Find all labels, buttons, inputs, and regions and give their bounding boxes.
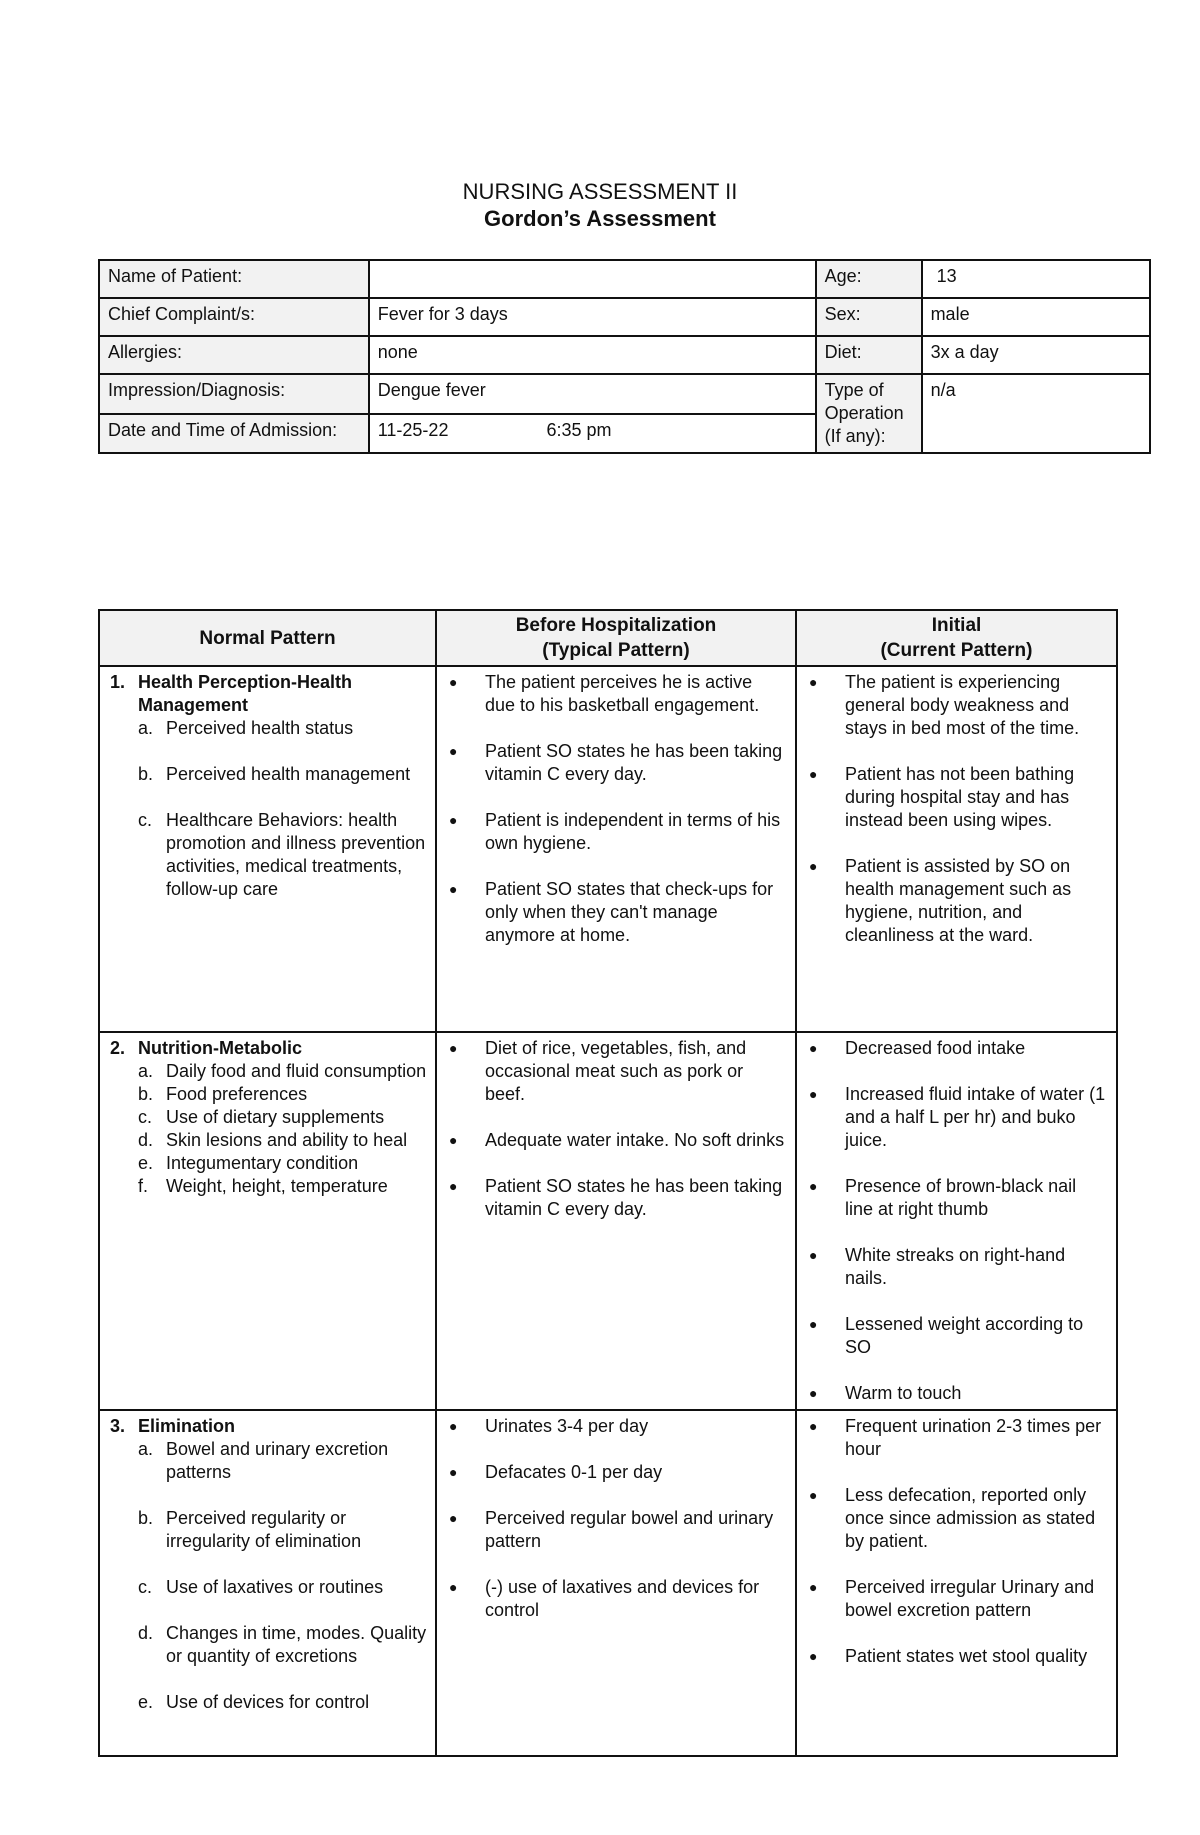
- subitem-text: Bowel and urinary excretion patterns: [166, 1439, 389, 1482]
- header-initial-line2: (Current Pattern): [880, 640, 1033, 661]
- bullet-text: Patient is assisted by SO on health management such as hygiene, nutrition, and cleanliness at the ward.: [845, 856, 1072, 945]
- bullet-icon: ●: [809, 1316, 818, 1332]
- bullet-text: Perceived irregular Urinary and bowel excretion pattern: [845, 1577, 1095, 1620]
- subitem-text: Use of laxatives or routines: [166, 1577, 384, 1597]
- subitem-text: Healthcare Behaviors: health promotion and illness prevention activities, medical treatments, follow-up care: [166, 810, 426, 899]
- current-pattern-cell: [796, 666, 1117, 1032]
- name-label: Name of Patient:: [99, 260, 369, 298]
- diet-label: Diet:: [816, 336, 922, 374]
- list-item: [807, 1415, 1108, 1461]
- list-item: [447, 1175, 787, 1221]
- bullet-text: Decreased food intake: [845, 1038, 1026, 1058]
- subitem-letter: f.: [138, 1176, 149, 1196]
- section-heading: [110, 1037, 427, 1060]
- header-initial: [796, 610, 1117, 666]
- section-number: 3.: [110, 1416, 126, 1436]
- subitem-text: Use of dietary supplements: [166, 1107, 385, 1127]
- list-item: [138, 1060, 427, 1083]
- subitem-letter: b.: [138, 764, 154, 784]
- bullet-list: [447, 1415, 787, 1622]
- section-number: 1.: [110, 672, 126, 692]
- bullet-text: Presence of brown-black nail line at right thumb: [845, 1176, 1077, 1219]
- header-initial-line1: Initial: [931, 615, 982, 636]
- subitem-letter: e.: [138, 1692, 154, 1712]
- bullet-icon: ●: [809, 1247, 818, 1263]
- section-heading: [110, 671, 427, 717]
- subitem-letter: b.: [138, 1508, 154, 1528]
- list-item: [807, 1645, 1108, 1668]
- subitem-list: [110, 717, 427, 901]
- header-normal-pattern: Normal Pattern: [99, 610, 436, 666]
- list-item: [807, 1382, 1108, 1405]
- bullet-icon: ●: [809, 858, 818, 874]
- list-item: [138, 1691, 427, 1714]
- list-item: [138, 1106, 427, 1129]
- subitem-text: Weight, height, temperature: [166, 1176, 388, 1196]
- bullet-text: Patient SO states that check-ups for only when they can't manage anymore at home.: [485, 879, 774, 945]
- subitem-letter: c.: [138, 1107, 153, 1127]
- list-item: [447, 809, 787, 855]
- bullet-icon: ●: [449, 1510, 458, 1526]
- list-item: [807, 763, 1108, 832]
- section-title: Elimination: [138, 1416, 236, 1436]
- bullet-icon: ●: [449, 1132, 458, 1148]
- section-number: 2.: [110, 1038, 126, 1058]
- gordon-assessment-table: [98, 609, 1118, 1757]
- operation-label: Type of Operation (If any):: [816, 374, 922, 453]
- current-pattern-cell: [796, 1410, 1117, 1756]
- age-label: Age:: [816, 260, 922, 298]
- list-item: [138, 763, 427, 786]
- subitem-text: Integumentary condition: [166, 1153, 359, 1173]
- bullet-icon: ●: [809, 1487, 818, 1503]
- bullet-icon: ●: [449, 881, 458, 897]
- bullet-icon: ●: [809, 1579, 818, 1595]
- bullet-icon: ●: [449, 1418, 458, 1434]
- subitem-letter: c.: [138, 810, 153, 830]
- allergies-label: Allergies:: [99, 336, 369, 374]
- subitem-text: Use of devices for control: [166, 1692, 370, 1712]
- section-title: Health Perception-Health Management: [138, 672, 353, 715]
- list-item: [447, 740, 787, 786]
- bullet-text: Frequent urination 2-3 times per hour: [845, 1416, 1102, 1459]
- subitem-text: Perceived health management: [166, 764, 411, 784]
- document-title-block: [0, 178, 1200, 232]
- list-item: [807, 1175, 1108, 1221]
- normal-pattern-cell: [99, 1032, 436, 1410]
- subitem-letter: a.: [138, 1439, 154, 1459]
- chief-complaint-value: Fever for 3 days: [369, 298, 816, 336]
- bullet-text: Perceived regular bowel and urinary pattern: [485, 1508, 774, 1551]
- subitem-letter: a.: [138, 1061, 154, 1081]
- section-title: Nutrition-Metabolic: [138, 1038, 302, 1058]
- subitem-letter: b.: [138, 1084, 154, 1104]
- list-item: [447, 1129, 787, 1152]
- bullet-list: [447, 671, 787, 947]
- list-item: [447, 1461, 787, 1484]
- document-title: NURSING ASSESSMENT II: [462, 179, 738, 204]
- subitem-list: [110, 1060, 427, 1198]
- bullet-icon: ●: [449, 812, 458, 828]
- subitem-text: Daily food and fluid consumption: [166, 1061, 427, 1081]
- bullet-list: [447, 1037, 787, 1221]
- bullet-text: The patient perceives he is active due to his basketball engagement.: [485, 672, 760, 715]
- subitem-letter: d.: [138, 1623, 154, 1643]
- list-item: [807, 855, 1108, 947]
- header-before-hospitalization: [436, 610, 796, 666]
- bullet-text: Patient is independent in terms of his own hygiene.: [485, 810, 781, 853]
- subitem-letter: e.: [138, 1153, 154, 1173]
- patient-info-table: [98, 259, 1151, 454]
- list-item: [138, 1175, 427, 1198]
- before-hospitalization-cell: [436, 666, 796, 1032]
- bullet-text: Patient states wet stool quality: [845, 1646, 1088, 1666]
- normal-pattern-cell: [99, 1410, 436, 1756]
- bullet-text: Less defecation, reported only once since admission as stated by patient.: [845, 1485, 1096, 1551]
- list-item: [138, 1083, 427, 1106]
- current-pattern-cell: [796, 1032, 1117, 1410]
- section-heading: [110, 1415, 427, 1438]
- bullet-icon: ●: [809, 1648, 818, 1664]
- bullet-list: [807, 671, 1108, 947]
- admission-value: [369, 414, 816, 454]
- subitem-list: [110, 1438, 427, 1714]
- header-before-line1: Before Hospitalization: [515, 615, 717, 636]
- bullet-text: (-) use of laxatives and devices for control: [485, 1577, 760, 1620]
- impression-value: Dengue fever: [369, 374, 816, 414]
- list-item: [138, 1507, 427, 1553]
- bullet-text: Patient SO states he has been taking vitamin C every day.: [485, 1176, 783, 1219]
- list-item: [138, 1129, 427, 1152]
- document-subtitle: Gordon’s Assessment: [484, 206, 716, 231]
- list-item: [138, 1152, 427, 1175]
- list-item: [138, 1438, 427, 1484]
- list-item: [807, 1083, 1108, 1152]
- list-item: [807, 1576, 1108, 1622]
- bullet-text: Lessened weight according to SO: [845, 1314, 1084, 1357]
- age-value: 13: [922, 260, 1150, 298]
- impression-label: Impression/Diagnosis:: [99, 374, 369, 414]
- list-item: [807, 1037, 1108, 1060]
- list-item: [807, 671, 1108, 740]
- chief-complaint-label: Chief Complaint/s:: [99, 298, 369, 336]
- subitem-letter: d.: [138, 1130, 154, 1150]
- bullet-icon: ●: [809, 1385, 818, 1401]
- bullet-icon: ●: [809, 1086, 818, 1102]
- list-item: [138, 809, 427, 901]
- list-item: [138, 717, 427, 740]
- bullet-text: Urinates 3-4 per day: [485, 1416, 649, 1436]
- diet-value: 3x a day: [922, 336, 1150, 374]
- before-hospitalization-cell: [436, 1032, 796, 1410]
- bullet-text: Patient has not been bathing during hospital stay and has instead been using wipes.: [845, 764, 1075, 830]
- operation-value: n/a: [922, 374, 1150, 453]
- normal-pattern-cell: [99, 666, 436, 1032]
- bullet-icon: ●: [809, 766, 818, 782]
- bullet-text: Warm to touch: [845, 1383, 962, 1403]
- bullet-icon: ●: [449, 1579, 458, 1595]
- subitem-text: Changes in time, modes. Quality or quantity of excretions: [166, 1623, 427, 1666]
- subitem-text: Skin lesions and ability to heal: [166, 1130, 408, 1150]
- bullet-icon: ●: [809, 1040, 818, 1056]
- bullet-text: Patient SO states he has been taking vitamin C every day.: [485, 741, 783, 784]
- bullet-text: Adequate water intake. No soft drinks: [485, 1130, 785, 1150]
- table-row: [99, 666, 1117, 1032]
- header-before-line2: (Typical Pattern): [542, 640, 690, 661]
- bullet-icon: ●: [449, 1178, 458, 1194]
- table-row: [99, 1410, 1117, 1756]
- admission-label: Date and Time of Admission:: [99, 414, 369, 454]
- bullet-icon: ●: [809, 674, 818, 690]
- list-item: [447, 1576, 787, 1622]
- subitem-text: Food preferences: [166, 1084, 308, 1104]
- bullet-text: Increased fluid intake of water (1 and a half L per hr) and buko juice.: [845, 1084, 1106, 1150]
- sex-label: Sex:: [816, 298, 922, 336]
- bullet-icon: ●: [449, 674, 458, 690]
- bullet-icon: ●: [449, 1040, 458, 1056]
- list-item: [138, 1622, 427, 1668]
- before-hospitalization-cell: [436, 1410, 796, 1756]
- bullet-icon: ●: [449, 1464, 458, 1480]
- list-item: [447, 1037, 787, 1106]
- sex-value: male: [922, 298, 1150, 336]
- bullet-text: White streaks on right-hand nails.: [845, 1245, 1066, 1288]
- list-item: [447, 1507, 787, 1553]
- bullet-icon: ●: [809, 1418, 818, 1434]
- list-item: [807, 1484, 1108, 1553]
- subitem-letter: c.: [138, 1577, 153, 1597]
- allergies-value: none: [369, 336, 816, 374]
- list-item: [807, 1313, 1108, 1359]
- admission-date: 11-25-22: [377, 419, 449, 440]
- list-item: [447, 671, 787, 717]
- name-value: [369, 260, 816, 298]
- list-item: [138, 1576, 427, 1599]
- bullet-text: Diet of rice, vegetables, fish, and occasional meat such as pork or beef.: [485, 1038, 747, 1104]
- bullet-list: [807, 1037, 1108, 1405]
- bullet-icon: ●: [809, 1178, 818, 1194]
- list-item: [447, 1415, 787, 1438]
- bullet-text: The patient is experiencing general body weakness and stays in bed most of the time.: [845, 672, 1080, 738]
- subitem-text: Perceived regularity or irregularity of elimination: [166, 1508, 362, 1551]
- table-row: [99, 1032, 1117, 1410]
- list-item: [807, 1244, 1108, 1290]
- bullet-list: [807, 1415, 1108, 1668]
- admission-time: 6:35 pm: [546, 419, 612, 440]
- subitem-letter: a.: [138, 718, 154, 738]
- subitem-text: Perceived health status: [166, 718, 354, 738]
- bullet-text: Defacates 0-1 per day: [485, 1462, 663, 1482]
- list-item: [447, 878, 787, 947]
- bullet-icon: ●: [449, 743, 458, 759]
